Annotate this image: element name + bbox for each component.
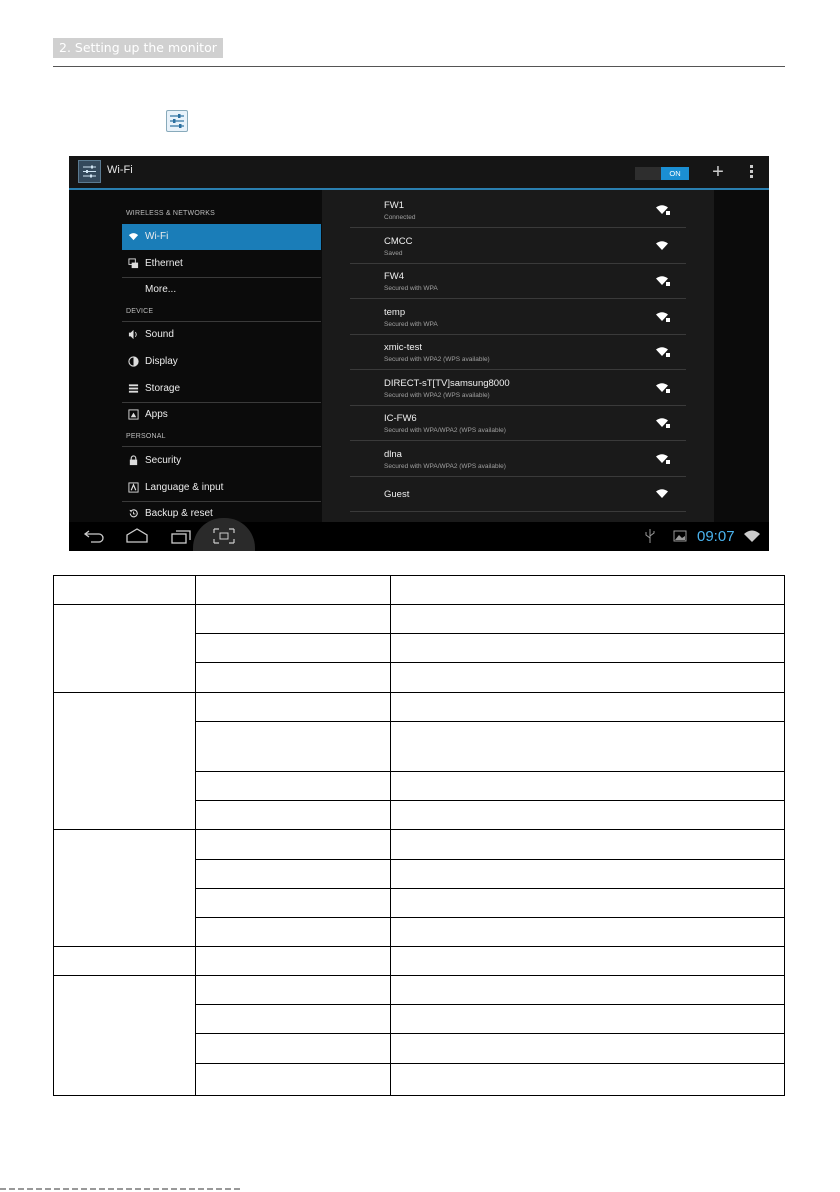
- table-row: [54, 947, 785, 976]
- table-cell: [196, 888, 391, 917]
- add-network-button[interactable]: +: [712, 161, 724, 183]
- wifi-icon: [656, 240, 670, 251]
- network-status: Secured with WPA: [384, 285, 438, 292]
- network-item[interactable]: [350, 192, 686, 228]
- sidebar-item-more[interactable]: [122, 277, 321, 303]
- wifi-status-icon: [743, 526, 761, 546]
- table-cell: [196, 634, 391, 663]
- table-cell: [196, 859, 391, 888]
- sidebar-item-label: Sound: [145, 329, 174, 340]
- network-item[interactable]: [350, 299, 686, 335]
- wifi-secured-icon: [656, 311, 670, 322]
- section-title: 2. Setting up the monitor: [53, 38, 223, 58]
- table-cell: [196, 801, 391, 830]
- table-cell: [391, 830, 785, 859]
- table-cell: [391, 576, 785, 605]
- table-cell: [54, 605, 196, 692]
- table-cell: [196, 605, 391, 634]
- table-row: [54, 692, 785, 721]
- clock: 09:07: [697, 528, 735, 545]
- table-cell: [391, 1005, 785, 1034]
- restore-icon: [128, 508, 139, 519]
- speaker-icon: [128, 329, 139, 340]
- wifi-secured-icon: [656, 204, 670, 215]
- table-cell: [196, 1063, 391, 1095]
- table-cell: [54, 692, 196, 830]
- overflow-menu-icon[interactable]: [745, 164, 757, 180]
- sidebar-header-wireless: WIRELESS & NETWORKS: [126, 210, 215, 217]
- wifi-secured-icon: [656, 382, 670, 393]
- table-cell: [196, 917, 391, 946]
- settings-sidebar: [122, 190, 321, 522]
- network-ssid: xmic-test: [384, 342, 422, 353]
- table-row: [54, 830, 785, 859]
- sidebar-item-label: Storage: [145, 383, 181, 394]
- settings-app-icon[interactable]: [78, 160, 101, 183]
- network-item[interactable]: [350, 405, 686, 441]
- back-icon[interactable]: [81, 526, 107, 546]
- sidebar-item-label: Language & input: [145, 482, 224, 493]
- table-cell: [391, 947, 785, 976]
- network-ssid: CMCC: [384, 236, 413, 247]
- sidebar-item-label: More...: [145, 284, 177, 295]
- table-cell: [391, 917, 785, 946]
- sidebar-item-label: Wi-Fi: [145, 231, 169, 242]
- action-bar: [69, 156, 769, 190]
- wifi-toggle[interactable]: [635, 167, 689, 180]
- sidebar-item-label: Apps: [145, 409, 168, 420]
- usb-icon: [643, 526, 657, 546]
- table-cell: [196, 1005, 391, 1034]
- sidebar-header-device: DEVICE: [126, 308, 154, 315]
- sidebar-item-apps[interactable]: [122, 402, 321, 428]
- network-item[interactable]: [350, 228, 686, 264]
- system-nav-bar: [69, 522, 769, 551]
- table-cell: [391, 1063, 785, 1095]
- gallery-notification-icon: [673, 526, 687, 546]
- sidebar-divider: [122, 446, 321, 447]
- network-status: Secured with WPA/WPA2 (WPS available): [384, 463, 506, 470]
- table-cell: [391, 859, 785, 888]
- network-list: [322, 190, 714, 522]
- wifi-secured-icon: [656, 346, 670, 357]
- wifi-secured-icon: [656, 453, 670, 464]
- wifi-icon: [128, 231, 139, 242]
- network-status: Secured with WPA/WPA2 (WPS available): [384, 427, 506, 434]
- network-ssid: temp: [384, 307, 406, 318]
- table-cell: [391, 663, 785, 692]
- app-title: Wi-Fi: [107, 164, 133, 176]
- table-cell: [391, 692, 785, 721]
- network-item[interactable]: [350, 441, 686, 477]
- recent-apps-icon[interactable]: [168, 526, 194, 546]
- page-footer-cutoff: [0, 1186, 840, 1192]
- network-ssid: FW1: [384, 200, 405, 211]
- table-cell: [391, 801, 785, 830]
- table-cell: [391, 605, 785, 634]
- sidebar-item-label: Ethernet: [145, 258, 183, 269]
- table-row: [54, 976, 785, 1005]
- table-cell: [391, 888, 785, 917]
- settings-table: [53, 575, 785, 1096]
- network-ssid: dlna: [384, 449, 402, 460]
- network-item[interactable]: [350, 263, 686, 299]
- network-ssid: Guest: [384, 489, 410, 500]
- table-cell: [196, 830, 391, 859]
- lock-icon: [128, 455, 139, 466]
- table-row: [54, 576, 785, 605]
- sidebar-item-ethernet[interactable]: [122, 251, 321, 277]
- sidebar-item-label: Display: [145, 356, 178, 367]
- sidebar-header-personal: PERSONAL: [126, 433, 166, 440]
- table-cell: [196, 976, 391, 1005]
- home-icon[interactable]: [124, 526, 150, 546]
- table-cell: [54, 830, 196, 947]
- network-status: Saved: [384, 250, 403, 257]
- storage-icon: [128, 383, 139, 394]
- sidebar-item-label: Backup & reset: [145, 508, 213, 519]
- brightness-icon: [128, 356, 139, 367]
- network-item[interactable]: [350, 370, 686, 406]
- toggle-on-label: ON: [661, 167, 689, 180]
- table-cell: [391, 772, 785, 801]
- table-cell: [54, 976, 196, 1096]
- table-cell: [391, 1034, 785, 1063]
- sidebar-item-display[interactable]: [122, 349, 321, 375]
- network-status: Connected: [384, 214, 416, 221]
- settings-sliders-icon: [166, 110, 188, 132]
- wifi-secured-icon: [656, 417, 670, 428]
- header-rule: [53, 66, 785, 67]
- table-cell: [196, 947, 391, 976]
- table-cell: [54, 947, 196, 976]
- apps-icon: [128, 409, 139, 420]
- network-status: Secured with WPA2 (WPS available): [384, 392, 490, 399]
- sidebar-item-security[interactable]: [122, 448, 321, 474]
- network-ssid: DIRECT-sT[TV]samsung8000: [384, 378, 510, 389]
- network-item[interactable]: [350, 476, 686, 512]
- wifi-icon: [656, 488, 670, 499]
- wifi-secured-icon: [656, 275, 670, 286]
- sidebar-item-sound[interactable]: [122, 322, 321, 348]
- table-cell: [391, 634, 785, 663]
- keyboard-icon: [128, 482, 139, 493]
- sidebar-item-wifi[interactable]: [122, 224, 321, 250]
- table-cell: [54, 576, 196, 605]
- network-status: Secured with WPA2 (WPS available): [384, 356, 490, 363]
- network-ssid: FW4: [384, 271, 405, 282]
- ethernet-icon: [128, 258, 139, 269]
- table-cell: [196, 721, 391, 771]
- table-cell: [196, 772, 391, 801]
- table-cell: [391, 721, 785, 771]
- wifi-settings-screenshot: [69, 156, 769, 551]
- table-row: [54, 605, 785, 634]
- table-cell: [196, 576, 391, 605]
- table-cell: [196, 663, 391, 692]
- network-ssid: IC-FW6: [384, 413, 417, 424]
- table-cell: [196, 1034, 391, 1063]
- network-status: Secured with WPA: [384, 321, 438, 328]
- sidebar-item-language[interactable]: [122, 475, 321, 501]
- sidebar-item-storage[interactable]: [122, 376, 321, 402]
- table-cell: [391, 976, 785, 1005]
- sidebar-item-label: Security: [145, 455, 182, 466]
- screenshot-icon[interactable]: [211, 526, 237, 546]
- table-cell: [196, 692, 391, 721]
- network-item[interactable]: [350, 334, 686, 370]
